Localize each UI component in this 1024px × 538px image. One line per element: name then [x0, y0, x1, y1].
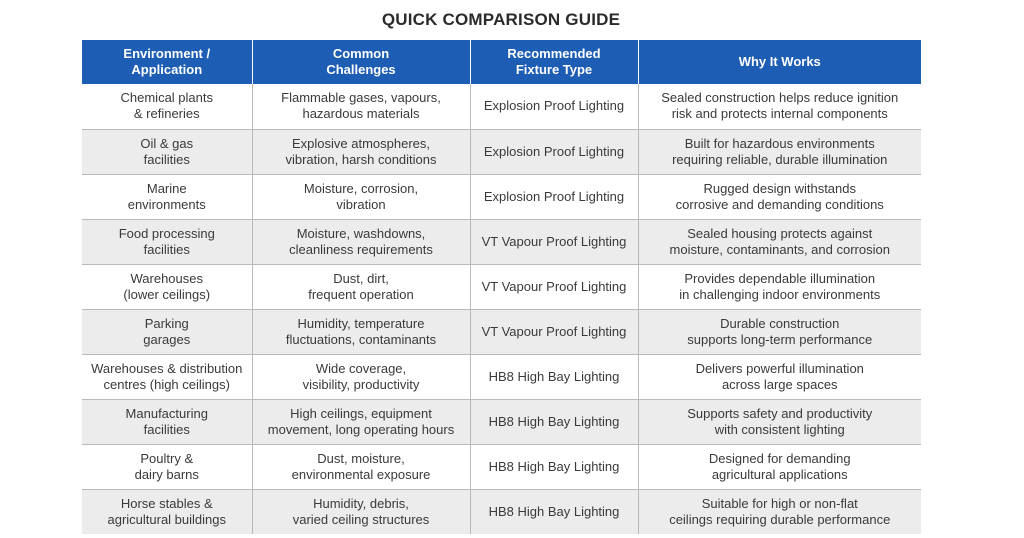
cell-fixture-type: VT Vapour Proof Lighting	[470, 219, 638, 264]
table-row	[82, 84, 921, 129]
cell-environment: Oil & gas facilities	[82, 129, 252, 174]
cell-environment: Manufacturing facilities	[82, 399, 252, 444]
cell-environment: Warehouses & distribution centres (high ceilings)	[82, 354, 252, 399]
cell-why-it-works: Sealed housing protects against moisture, contaminants, and corrosion	[638, 219, 921, 264]
cell-environment: Food processing facilities	[82, 219, 252, 264]
table-row	[82, 489, 921, 534]
cell-challenges: Moisture, corrosion, vibration	[252, 174, 470, 219]
cell-fixture-type: HB8 High Bay Lighting	[470, 489, 638, 534]
cell-challenges: Wide coverage, visibility, productivity	[252, 354, 470, 399]
cell-environment: Warehouses (lower ceilings)	[82, 264, 252, 309]
cell-environment: Parking garages	[82, 309, 252, 354]
cell-challenges: Dust, moisture, environmental exposure	[252, 444, 470, 489]
cell-fixture-type: HB8 High Bay Lighting	[470, 354, 638, 399]
cell-environment: Horse stables & agricultural buildings	[82, 489, 252, 534]
cell-fixture-type: Explosion Proof Lighting	[470, 174, 638, 219]
cell-fixture-type: VT Vapour Proof Lighting	[470, 264, 638, 309]
cell-environment: Marine environments	[82, 174, 252, 219]
cell-challenges: Humidity, temperature fluctuations, contaminants	[252, 309, 470, 354]
header-why-it-works: Why It Works	[638, 40, 921, 84]
cell-fixture-type: Explosion Proof Lighting	[470, 84, 638, 129]
cell-fixture-type: HB8 High Bay Lighting	[470, 444, 638, 489]
cell-why-it-works: Suitable for high or non-flat ceilings requiring durable performance	[638, 489, 921, 534]
cell-environment: Chemical plants & refineries	[82, 84, 252, 129]
cell-why-it-works: Rugged design withstands corrosive and demanding conditions	[638, 174, 921, 219]
page-title: QUICK COMPARISON GUIDE	[381, 10, 621, 29]
table-row	[82, 129, 921, 174]
cell-why-it-works: Supports safety and productivity with consistent lighting	[638, 399, 921, 444]
table-row	[82, 219, 921, 264]
cell-challenges: Humidity, debris, varied ceiling structures	[252, 489, 470, 534]
cell-why-it-works: Durable construction supports long-term performance	[638, 309, 921, 354]
cell-challenges: Dust, dirt, frequent operation	[252, 264, 470, 309]
cell-fixture-type: VT Vapour Proof Lighting	[470, 309, 638, 354]
cell-fixture-type: HB8 High Bay Lighting	[470, 399, 638, 444]
cell-challenges: Moisture, washdowns, cleanliness requirements	[252, 219, 470, 264]
cell-why-it-works: Built for hazardous environments requiring reliable, durable illumination	[638, 129, 921, 174]
cell-environment: Poultry & dairy barns	[82, 444, 252, 489]
cell-fixture-type: Explosion Proof Lighting	[470, 129, 638, 174]
cell-why-it-works: Designed for demanding agricultural applications	[638, 444, 921, 489]
cell-challenges: Flammable gases, vapours, hazardous materials	[252, 84, 470, 129]
table-row	[82, 444, 921, 489]
header-fixture-type: Recommended Fixture Type	[470, 40, 638, 84]
comparison-table	[82, 40, 921, 534]
table-row	[82, 309, 921, 354]
cell-challenges: Explosive atmospheres, vibration, harsh conditions	[252, 129, 470, 174]
cell-why-it-works: Sealed construction helps reduce ignition risk and protects internal components	[638, 84, 921, 129]
header-environment: Environment / Application	[82, 40, 252, 84]
cell-why-it-works: Provides dependable illumination in challenging indoor environments	[638, 264, 921, 309]
cell-why-it-works: Delivers powerful illumination across large spaces	[638, 354, 921, 399]
cell-challenges: High ceilings, equipment movement, long operating hours	[252, 399, 470, 444]
table-row	[82, 264, 921, 309]
table-row	[82, 399, 921, 444]
table-row	[82, 354, 921, 399]
table-header-row	[82, 40, 921, 84]
header-challenges: Common Challenges	[252, 40, 470, 84]
table-row	[82, 174, 921, 219]
